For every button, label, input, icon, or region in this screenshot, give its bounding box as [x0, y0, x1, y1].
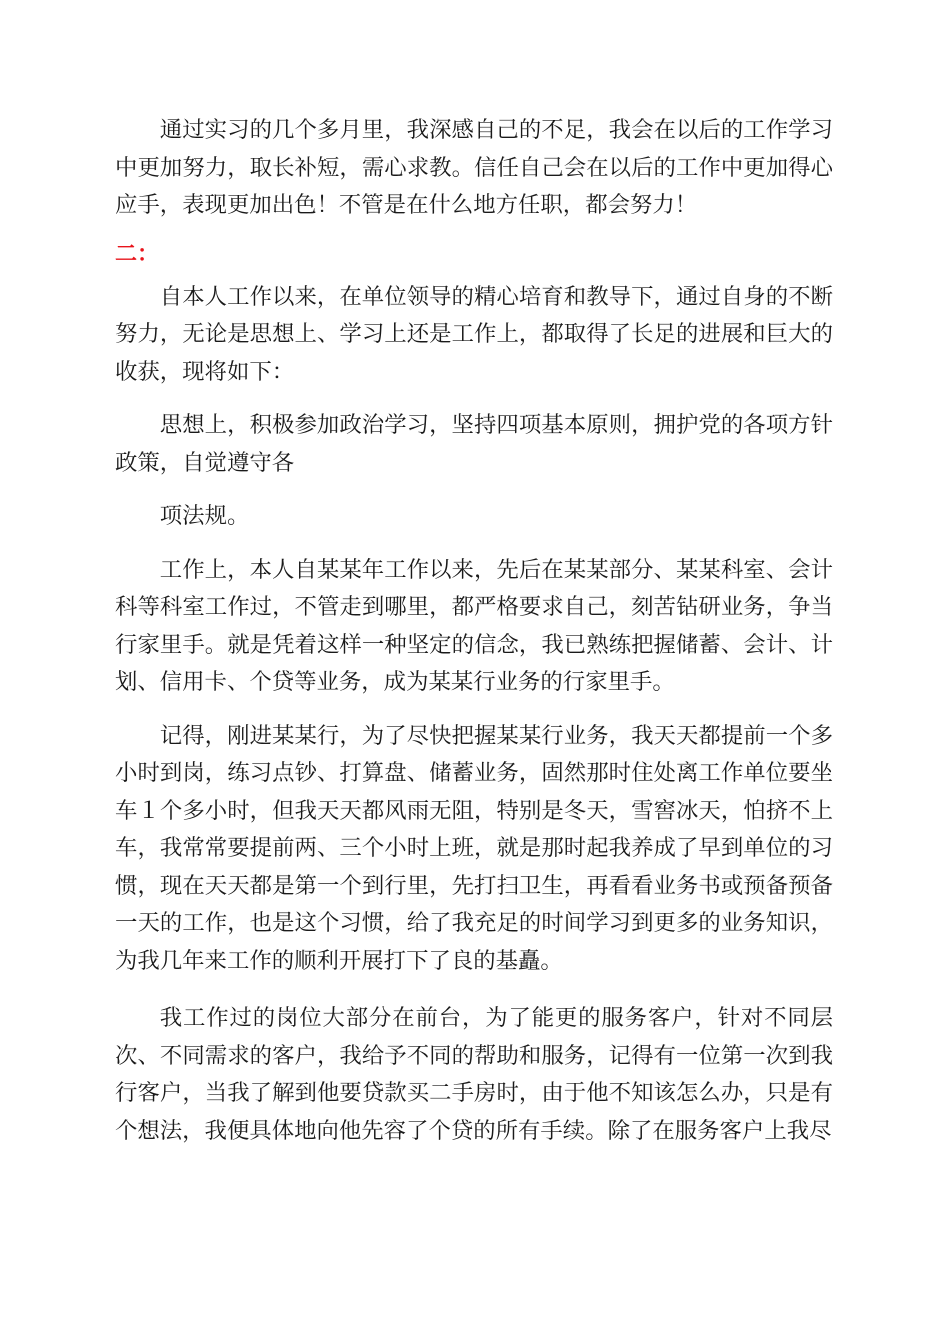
- paragraph-laws: 项法规。: [159, 503, 250, 529]
- paragraph-work: 工作上，本人自某某年工作以来，先后在某某部分、某某科室、会计科等科室工作过，不管走到哪里，都严格要求自己，刻苦钻研业务，争当行家里手。就是凭着这样一种坚定的信念，我已熟练把握储蓄、会计、计划、信用卡、个贷等业务，成为某某行业务的行家里手。: [115, 556, 833, 695]
- paragraph-early-days: 记得，刚进某某行，为了尽快把握某某行业务，我天天都提前一个多小时到岗，练习点钞、打算盘、储蓄业务，固然那时住处离工作单位要坐车１个多小时，但我天天都风雨无阻，特别是冬天，雪窖冰天，怕挤不上车，我常常要提前两、三个小时上班，就是那时起我养成了早到单位的习惯，现在天天都是第一个到行里，先打扫卫生，再看看业务书或预备预备一天的工作，也是这个习惯，给了我充足的时间学习到更多的业务知识，为我几年来工作的顺利开展打下了良的基矗。: [115, 722, 833, 974]
- document-page: [115, 112, 833, 1150]
- paragraph-customer-service: 我工作过的岗位大部分在前台，为了能更的服务客户，针对不同层次、不同需求的客户，我给予不同的帮助和服务，记得有一位第一次到我行客户，当我了解到他要贷款买二手房时，由于他不知该怎么办，只是有个想法，我便具体地向他先容了个贷的所有手续。除了在服务客户上我尽: [115, 1005, 833, 1144]
- paragraph-internship-reflection: 通过实习的几个多月里，我深感自己的不足，我会在以后的工作学习中更加努力，取长补短，需心求教。信任自己会在以后的工作中更加得心应手，表现更加出色！不管是在什么地方任职，都会努力！: [115, 117, 833, 218]
- paragraph-ideology: 思想上，积极参加政治学习，坚持四项基本原则，拥护党的各项方针政策，自觉遵守各: [115, 412, 833, 476]
- paragraph-work-summary-intro: 自本人工作以来，在单位领导的精心培育和教导下，通过自身的不断努力，无论是思想上、学习上还是工作上，都取得了长足的进展和巨大的收获，现将如下：: [115, 283, 833, 385]
- section-heading-two: 二：: [115, 241, 160, 267]
